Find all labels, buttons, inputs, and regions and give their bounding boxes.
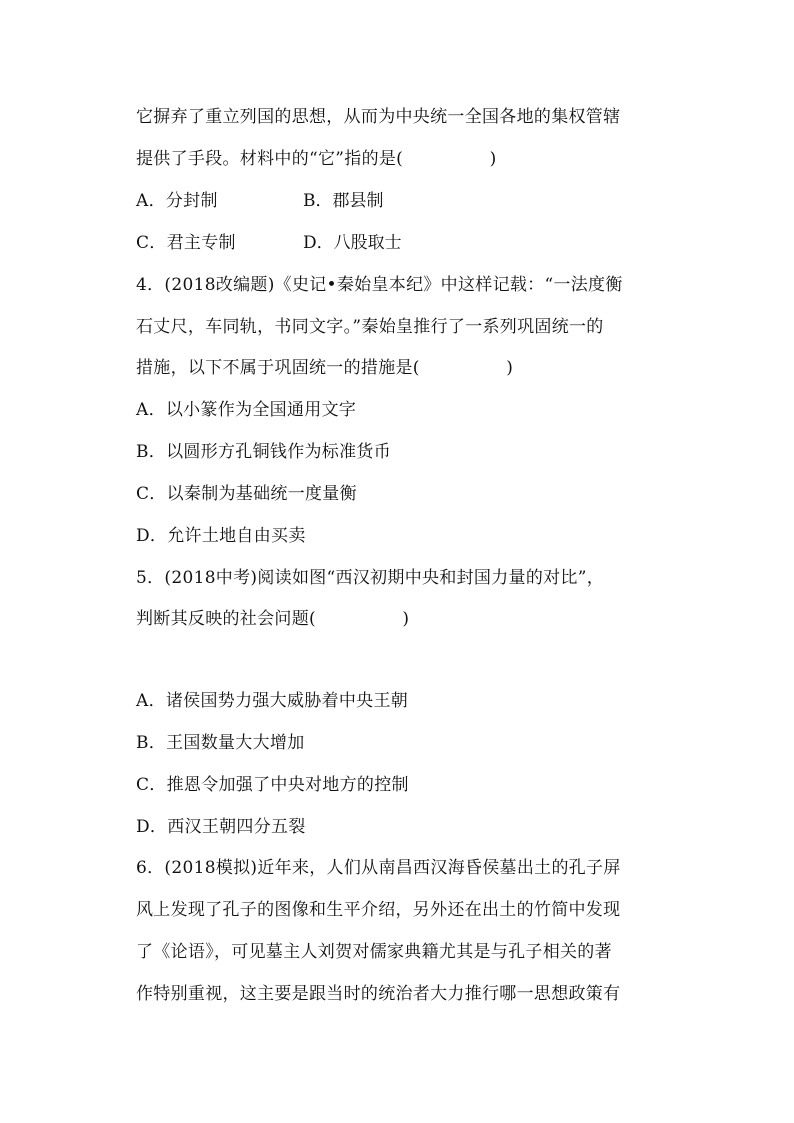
question-6-text-line-4: 作特别重视，这主要是跟当时的统治者大力推行哪一思想政策有 [136,984,621,1004]
question-5-option-b: B．王国数量大大增加 [136,733,305,753]
question-3-option-a: A．分封制 [136,191,218,211]
question-4-text-line-1: 4．(2018改编题)《史记•秦始皇本纪》中这样记载：“一法度衡 [136,275,623,295]
question-4-option-a: A．以小篆作为全国通用文字 [136,400,357,420]
question-4-option-c: C．以秦制为基础统一度量衡 [136,484,357,504]
question-3-option-d: D．八股取士 [303,233,402,253]
question-6-text-line-3: 了《论语》，可见墓主人刘贺对儒家典籍尤其是与孔子相关的著 [136,942,612,962]
question-4-option-d: D．允许土地自由买卖 [136,526,306,546]
question-5-text-line-1: 5．(2018中考)阅读如图“西汉初期中央和封国力量的对比”， [136,568,605,588]
question-6-text-line-1: 6．(2018模拟)近年来，人们从南昌西汉海昏侯墓出土的孔子屏 [136,858,621,878]
question-6-text-line-2: 风上发现了孔子的图像和生平介绍，另外还在出土的竹简中发现 [136,900,621,920]
question-5-text-line-2: 判断其反映的社会问题( ) [136,609,410,629]
question-5-option-c: C．推恩令加强了中央对地方的控制 [136,775,409,795]
question-5-option-d: D．西汉王朝四分五裂 [136,817,306,837]
question-3-text-line-1: 它摒弃了重立列国的思想，从而为中央统一全国各地的集权管辖 [136,107,621,127]
question-4-text-line-3: 措施，以下不属于巩固统一的措施是( ) [136,358,514,378]
question-5-option-a: A．诸侯国势力强大威胁着中央王朝 [136,691,409,711]
question-4-option-b: B．以圆形方孔铜钱作为标准货币 [136,442,391,462]
question-4-text-line-2: 石丈尺，车同轨，书同文字。”秦始皇推行了一系列巩固统一的 [136,317,604,337]
question-3-option-b: B．郡县制 [303,191,384,211]
question-3-option-c: C．君主专制 [136,233,236,253]
question-3-text-line-2: 提供了手段。材料中的“它”指的是( ) [136,149,497,169]
